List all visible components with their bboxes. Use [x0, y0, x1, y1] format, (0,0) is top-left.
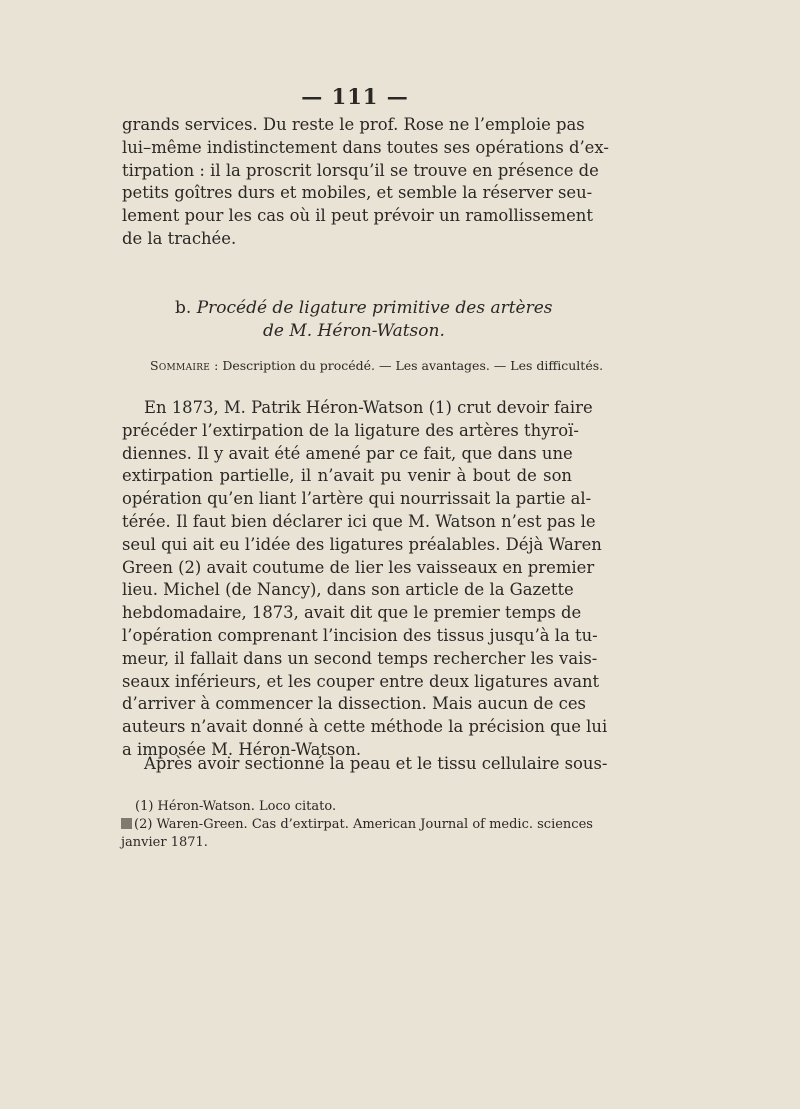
- text-line: lieu. Michel (de Nancy), dans son article de la Gazette: [122, 580, 574, 600]
- text-line: auteurs n’avait donné à cette méthode la précision que lui: [122, 717, 608, 737]
- text-line: Green (2) avait coutume de lier les vaisseaux en premier: [122, 557, 595, 577]
- paragraph-main: [122, 397, 608, 762]
- section-letter: b.: [175, 298, 192, 318]
- text-line: précéder l’extirpation de la ligature des artères thyroï-: [122, 420, 579, 440]
- text-line: térée. Il faut bien déclarer ici que M. Watson n’est pas le: [122, 511, 596, 531]
- text-line: de la trachée.: [122, 228, 237, 248]
- ink-mark-icon: [121, 818, 132, 829]
- text-line: extirpation partielle, il n’avait pu venir à bout de son: [122, 466, 572, 486]
- text-line: hebdomadaire, 1873, avait dit que le premier temps de: [122, 603, 582, 623]
- text-line: seul qui ait eu l’idée des ligatures préalables. Déjà Waren: [122, 534, 602, 554]
- text-line: a imposée M. Héron-Watson.: [122, 739, 362, 759]
- text-line: l’opération comprenant l’incision des tissus jusqu’à la tu-: [122, 625, 598, 645]
- footnote-2-text: (2) Waren-Green. Cas d’extirpat. American Journal of medic. sciences: [134, 817, 593, 832]
- text-line: lui–même indistinctement dans toutes ses opérations d’ex-: [122, 137, 609, 157]
- section-title-part-1: Procédé de ligature primitive des artères: [196, 298, 553, 318]
- text-line: tirpation : il la proscrit lorsqu’il se trouve en présence de: [122, 160, 599, 180]
- section-heading-line-1: [120, 297, 580, 320]
- text-line: meur, il fallait dans un second temps rechercher les vais-: [122, 648, 598, 668]
- paragraph-next: [122, 753, 608, 776]
- section-title-part-2: de M. Héron-Watson.: [263, 321, 445, 341]
- text-line: petits goîtres durs et mobiles, et semble la réserver seu-: [122, 183, 593, 203]
- text-line: lement pour les cas où il peut prévoir un ramollissement: [122, 206, 593, 226]
- text-line: opération qu’en liant l’artère qui nourrissait la partie al-: [122, 489, 592, 509]
- section-summary: [150, 358, 604, 373]
- text-line: diennes. Il y avait été amené par ce fait, que dans une: [122, 443, 573, 463]
- page-number: — 111 —: [301, 84, 409, 109]
- summary-text: : Description du procédé. — Les avantages. — Les difficultés.: [210, 358, 604, 373]
- summary-label: Sommaire: [150, 358, 211, 373]
- text-line: En 1873, M. Patrik Héron-Watson (1) crut devoir faire: [144, 398, 593, 417]
- text-line: d’arriver à commencer la dissection. Mais aucun de ces: [122, 694, 586, 714]
- text-line: grands services. Du reste le prof. Rose ne l’emploie pas: [122, 115, 585, 134]
- footnote-2: [121, 816, 593, 834]
- footnote-1: (1) Héron-Watson. Loco citato.: [135, 799, 337, 814]
- footnote-2-continuation: janvier 1871.: [121, 835, 208, 850]
- text-line: Après avoir sectionné la peau et le tissu cellulaire sous-: [144, 754, 608, 773]
- text-line: seaux inférieurs, et les couper entre deux ligatures avant: [122, 671, 600, 691]
- section-heading: [120, 297, 580, 343]
- footnotes: [121, 798, 593, 852]
- section-heading-line-2: [120, 320, 580, 343]
- paragraph-continuation: [122, 114, 609, 251]
